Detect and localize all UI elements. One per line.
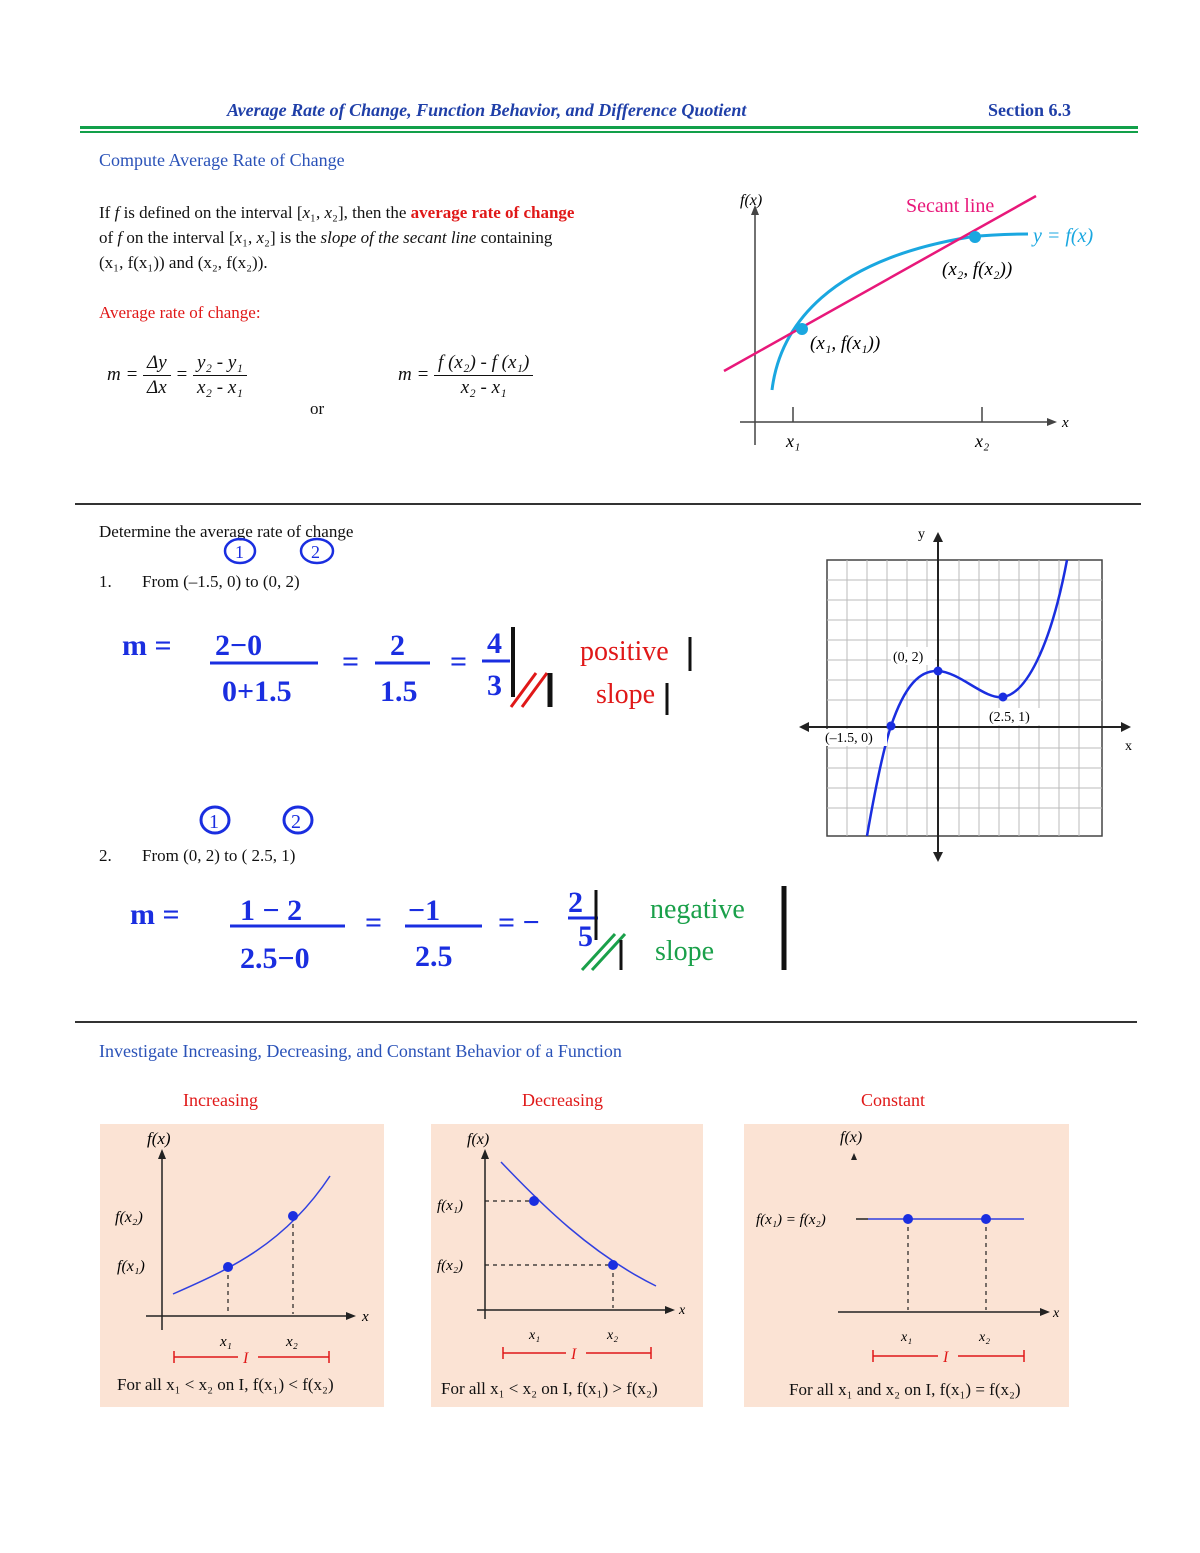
- inc-y-label: f(x): [147, 1129, 171, 1148]
- y-axis-arrow-up: [933, 532, 943, 542]
- header-rule: [80, 126, 1138, 129]
- q1-num1: 2−0: [215, 629, 263, 662]
- increasing-panel: [100, 1124, 384, 1407]
- tick-label-x2: x₂: [975, 431, 990, 451]
- formula-delta: m = $\frac{\Delta y}{\Delta x}$ = $\frac{\text{y₂ - y₁}}{\text{x₂ - x₁}}$: [107, 352, 247, 399]
- dec-fx1-label: f(x₁): [437, 1198, 464, 1214]
- const-interval-label: I: [943, 1349, 949, 1366]
- const-x-label: x: [1053, 1306, 1060, 1321]
- function-curve: [772, 234, 1028, 390]
- q1-num3: 4: [487, 627, 502, 660]
- circle-mark-2-text: 2: [311, 542, 320, 562]
- dec-y-arrow: [481, 1149, 489, 1159]
- x-axis-label: x: [1125, 739, 1132, 754]
- x-axis-arrow-left: [799, 722, 809, 732]
- dec-x2-label: x₂: [607, 1328, 619, 1343]
- decreasing-panel: [431, 1124, 703, 1407]
- inc-point-2: [288, 1211, 298, 1221]
- q1-eq1: =: [342, 645, 360, 678]
- point-x1: [796, 323, 808, 335]
- const-x1-label: x₁: [901, 1330, 913, 1345]
- point1-label: (x₁, f(x₁)): [810, 333, 881, 354]
- point-0-2: [934, 667, 943, 676]
- inc-x-arrow: [346, 1312, 356, 1320]
- q1-m: m =: [122, 629, 172, 662]
- point-neg1-5-0: [887, 722, 896, 731]
- point-x2: [969, 231, 981, 243]
- q1-den1: 0+1.5: [222, 675, 292, 708]
- constant-caption: For all x₁ and x₂ on I, f(x₁) = f(x₂): [789, 1380, 1021, 1399]
- q1-handwritten-work: [110, 615, 730, 715]
- inc-x2-label: x₂: [286, 1334, 298, 1350]
- const-fx-label: f(x₁) = f(x₂): [756, 1212, 826, 1228]
- section-heading-investigate: Investigate Increasing, Decreasing, and Constant Behavior of a Function: [99, 1041, 622, 1061]
- q1-note-line1: positive: [580, 636, 669, 667]
- q2-note-line2: slope: [655, 936, 715, 967]
- formula-function: m = $\frac{\text{f (x₂) - f (x₁)}}{\text{x₂ - x₁}}$: [398, 352, 533, 399]
- increasing-caption: For all x₁ < x₂ on I, f(x₁) < f(x₂): [117, 1375, 334, 1394]
- q2-num2: −1: [408, 894, 441, 927]
- q2-num1: 1 − 2: [240, 894, 303, 927]
- q1-num2: 2: [390, 629, 405, 662]
- point-order-marks-2: [195, 800, 335, 840]
- q1-den3: 3: [487, 669, 502, 702]
- inc-y-arrow: [158, 1149, 166, 1159]
- definition-line-2: of f on the interval [x₁, x₂] is the slope of the secant line containing: [99, 228, 553, 247]
- inc-point-1: [223, 1262, 233, 1272]
- definition-line-3: (x₁, f(x₁)) and (x₂, f(x₂)).: [99, 253, 268, 272]
- q2-eq1: =: [365, 906, 383, 939]
- q2-m: m =: [130, 898, 180, 931]
- q2-den1: 2.5−0: [240, 942, 310, 975]
- y-axis-arrow-down: [933, 852, 943, 862]
- question-2-text: From (0, 2) to ( 2.5, 1): [142, 846, 296, 865]
- section-number: Section 6.3: [988, 100, 1071, 120]
- const-point-2: [981, 1214, 991, 1224]
- const-x2-label: x₂: [979, 1330, 991, 1345]
- dec-point-1: [529, 1196, 539, 1206]
- question-1-text: From (–1.5, 0) to (0, 2): [142, 572, 300, 591]
- const-point-1: [903, 1214, 913, 1224]
- circle-mark-3-text: 1: [209, 811, 219, 833]
- q1-eq2: =: [450, 645, 468, 678]
- inc-x-label: x: [362, 1309, 369, 1325]
- decreasing-caption: For all x₁ < x₂ on I, f(x₁) > f(x₂): [441, 1379, 658, 1398]
- x-axis-label: x: [1062, 415, 1069, 431]
- q1-slash-2: [522, 673, 547, 707]
- decreasing-title: Decreasing: [522, 1090, 603, 1110]
- avg-rate-label: Average rate of change:: [99, 303, 261, 322]
- label-2-5-1: (2.5, 1): [989, 710, 1030, 725]
- y-axis-label: f(x): [740, 192, 763, 209]
- point2-label: (x₂, f(x₂)): [942, 259, 1013, 280]
- q2-den3: 5: [578, 920, 593, 953]
- q2-neg: = −: [498, 906, 540, 939]
- q1-note-line2: slope: [596, 679, 656, 710]
- inc-fx1-label: f(x₁): [117, 1258, 145, 1275]
- average-rate-highlight: average rate of change: [410, 203, 575, 222]
- const-x-arrow: [1040, 1308, 1050, 1316]
- dec-curve: [501, 1162, 656, 1286]
- cubic-function-graph: [795, 520, 1145, 870]
- header-rule-thin: [80, 131, 1138, 133]
- increasing-title: Increasing: [183, 1090, 258, 1110]
- q2-den2: 2.5: [415, 940, 453, 973]
- inc-fx2-label: f(x₂): [115, 1209, 143, 1226]
- decreasing-graph: [431, 1124, 703, 1407]
- definition-text: [99, 200, 719, 275]
- q2-note-line1: negative: [650, 894, 745, 925]
- secant-line-graph: [720, 185, 1120, 460]
- constant-graph: [744, 1124, 1069, 1407]
- circle-mark-1-text: 1: [235, 542, 244, 562]
- constant-title: Constant: [861, 1090, 926, 1110]
- or-text: or: [310, 399, 325, 418]
- section-heading-compute: Compute Average Rate of Change: [99, 150, 345, 170]
- const-y-arrow: [851, 1153, 857, 1160]
- dec-fx2-label: f(x₂): [437, 1258, 464, 1274]
- q2-handwritten-work: [110, 880, 810, 980]
- grid-border: [827, 560, 1102, 836]
- q1-den2: 1.5: [380, 675, 418, 708]
- x-axis-arrow-right: [1121, 722, 1131, 732]
- label-neg1-5-0: (–1.5, 0): [825, 731, 873, 746]
- label-0-2: (0, 2): [893, 650, 924, 665]
- dec-x-arrow: [665, 1306, 675, 1314]
- secant-line-label: Secant line: [906, 195, 995, 217]
- point-order-marks-1: [215, 535, 355, 567]
- point-2-5-1: [999, 693, 1008, 702]
- q2-num3: 2: [568, 886, 583, 919]
- inc-x1-label: x₁: [220, 1334, 232, 1350]
- dec-point-2: [608, 1260, 618, 1270]
- circle-mark-4-text: 2: [291, 811, 301, 833]
- dec-y-label: f(x): [467, 1131, 490, 1148]
- dec-x1-label: x₁: [529, 1328, 541, 1343]
- y-axis-label: y: [918, 527, 925, 542]
- const-y-label: f(x): [840, 1129, 863, 1146]
- section-heading-determine: Determine the average rate of change: [99, 522, 354, 541]
- dec-x-label: x: [679, 1303, 686, 1318]
- divider-2: [75, 1021, 1137, 1023]
- divider-1: [75, 503, 1141, 505]
- inc-interval-label: I: [243, 1350, 249, 1367]
- dec-interval-label: I: [571, 1346, 577, 1363]
- constant-panel: [744, 1124, 1069, 1407]
- x-axis-arrow: [1047, 418, 1057, 426]
- definition-line-1: If f is defined on the interval [x₁, x₂], then the average rate of change: [99, 203, 575, 222]
- increasing-graph: [100, 1124, 384, 1407]
- page-title: Average Rate of Change, Function Behavior, and Difference Quotient: [227, 100, 747, 120]
- question-1-number: 1.: [99, 572, 112, 591]
- tick-label-x1: x₁: [786, 431, 801, 451]
- question-2-number: 2.: [99, 846, 112, 865]
- curve-label: y = f(x): [1033, 225, 1094, 247]
- inc-curve: [173, 1176, 330, 1294]
